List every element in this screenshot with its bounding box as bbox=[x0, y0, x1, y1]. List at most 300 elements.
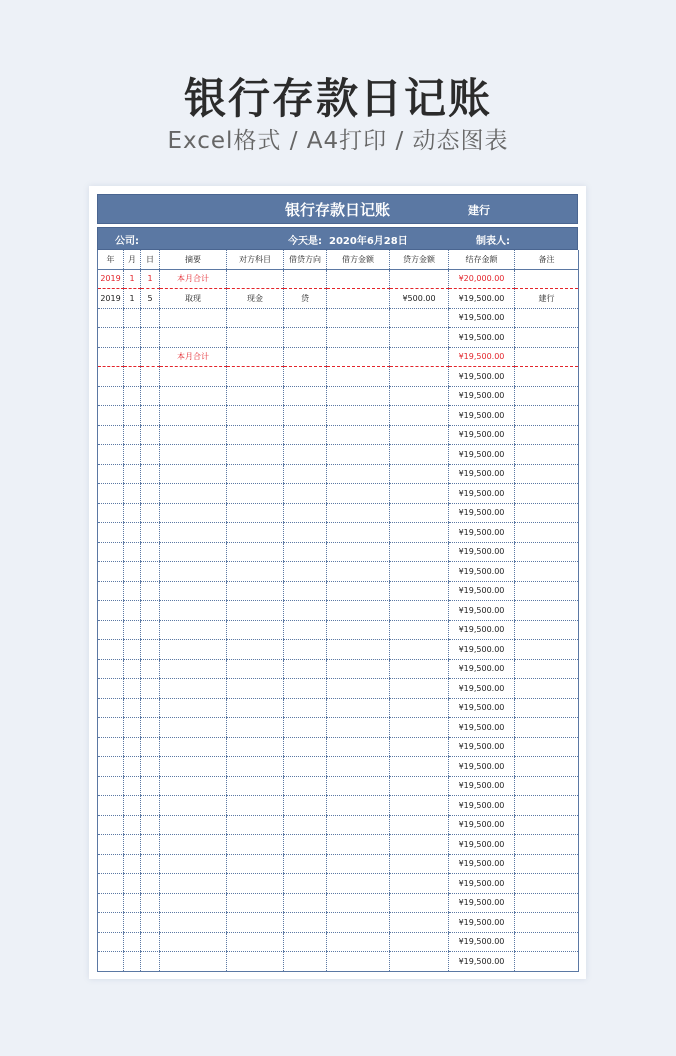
cell-summary[interactable] bbox=[160, 464, 227, 484]
cell-remark[interactable] bbox=[515, 932, 579, 952]
cell-summary[interactable]: 取现 bbox=[160, 289, 227, 309]
cell-year[interactable] bbox=[98, 503, 124, 523]
cell-remark[interactable] bbox=[515, 737, 579, 757]
cell-direction[interactable] bbox=[284, 386, 327, 406]
cell-day[interactable] bbox=[141, 386, 160, 406]
cell-day[interactable] bbox=[141, 659, 160, 679]
cell-year[interactable] bbox=[98, 484, 124, 504]
cell-credit[interactable] bbox=[390, 874, 449, 894]
cell-counter-account[interactable] bbox=[227, 581, 284, 601]
cell-counter-account[interactable] bbox=[227, 952, 284, 972]
cell-summary[interactable] bbox=[160, 367, 227, 387]
cell-remark[interactable] bbox=[515, 718, 579, 738]
cell-day[interactable] bbox=[141, 308, 160, 328]
cell-counter-account[interactable] bbox=[227, 503, 284, 523]
cell-counter-account[interactable] bbox=[227, 328, 284, 348]
cell-credit[interactable]: ¥500.00 bbox=[390, 289, 449, 309]
cell-month[interactable] bbox=[124, 523, 141, 543]
cell-year[interactable] bbox=[98, 347, 124, 367]
cell-summary[interactable] bbox=[160, 952, 227, 972]
cell-balance[interactable]: ¥19,500.00 bbox=[449, 874, 515, 894]
cell-month[interactable] bbox=[124, 679, 141, 699]
cell-remark[interactable] bbox=[515, 347, 579, 367]
cell-direction[interactable] bbox=[284, 854, 327, 874]
cell-summary[interactable] bbox=[160, 425, 227, 445]
cell-day[interactable] bbox=[141, 776, 160, 796]
cell-year[interactable] bbox=[98, 854, 124, 874]
cell-counter-account[interactable] bbox=[227, 854, 284, 874]
cell-counter-account[interactable] bbox=[227, 562, 284, 582]
cell-remark[interactable] bbox=[515, 874, 579, 894]
cell-month[interactable] bbox=[124, 757, 141, 777]
cell-day[interactable] bbox=[141, 542, 160, 562]
cell-month[interactable] bbox=[124, 347, 141, 367]
cell-direction[interactable] bbox=[284, 913, 327, 933]
cell-remark[interactable] bbox=[515, 484, 579, 504]
cell-day[interactable]: 5 bbox=[141, 289, 160, 309]
cell-debit[interactable] bbox=[327, 718, 390, 738]
cell-summary[interactable] bbox=[160, 854, 227, 874]
cell-credit[interactable] bbox=[390, 718, 449, 738]
cell-remark[interactable] bbox=[515, 523, 579, 543]
cell-direction[interactable] bbox=[284, 542, 327, 562]
cell-credit[interactable] bbox=[390, 737, 449, 757]
cell-year[interactable] bbox=[98, 367, 124, 387]
cell-direction[interactable] bbox=[284, 932, 327, 952]
table-row[interactable] bbox=[98, 835, 579, 855]
cell-remark[interactable] bbox=[515, 815, 579, 835]
cell-balance[interactable]: ¥19,500.00 bbox=[449, 893, 515, 913]
cell-counter-account[interactable] bbox=[227, 445, 284, 465]
cell-debit[interactable] bbox=[327, 835, 390, 855]
cell-month[interactable] bbox=[124, 640, 141, 660]
cell-summary[interactable] bbox=[160, 874, 227, 894]
cell-month[interactable] bbox=[124, 776, 141, 796]
cell-year[interactable] bbox=[98, 913, 124, 933]
cell-direction[interactable] bbox=[284, 562, 327, 582]
cell-direction[interactable] bbox=[284, 367, 327, 387]
cell-remark[interactable] bbox=[515, 601, 579, 621]
cell-debit[interactable] bbox=[327, 620, 390, 640]
table-row[interactable] bbox=[98, 952, 579, 972]
table-row[interactable] bbox=[98, 503, 579, 523]
cell-year[interactable] bbox=[98, 406, 124, 426]
cell-day[interactable] bbox=[141, 757, 160, 777]
cell-balance[interactable]: ¥19,500.00 bbox=[449, 503, 515, 523]
cell-credit[interactable] bbox=[390, 367, 449, 387]
cell-remark[interactable] bbox=[515, 640, 579, 660]
cell-direction[interactable] bbox=[284, 581, 327, 601]
cell-direction[interactable] bbox=[284, 328, 327, 348]
cell-remark[interactable] bbox=[515, 308, 579, 328]
cell-month[interactable] bbox=[124, 425, 141, 445]
cell-balance[interactable]: ¥19,500.00 bbox=[449, 289, 515, 309]
cell-summary[interactable] bbox=[160, 835, 227, 855]
cell-remark[interactable] bbox=[515, 679, 579, 699]
cell-balance[interactable]: ¥19,500.00 bbox=[449, 464, 515, 484]
table-row[interactable] bbox=[98, 269, 579, 289]
cell-summary[interactable] bbox=[160, 406, 227, 426]
cell-counter-account[interactable] bbox=[227, 737, 284, 757]
cell-direction[interactable] bbox=[284, 523, 327, 543]
cell-year[interactable] bbox=[98, 679, 124, 699]
table-row[interactable] bbox=[98, 347, 579, 367]
cell-balance[interactable]: ¥19,500.00 bbox=[449, 640, 515, 660]
cell-month[interactable] bbox=[124, 406, 141, 426]
cell-summary[interactable] bbox=[160, 932, 227, 952]
cell-debit[interactable] bbox=[327, 523, 390, 543]
table-row[interactable] bbox=[98, 913, 579, 933]
cell-direction[interactable] bbox=[284, 737, 327, 757]
cell-day[interactable] bbox=[141, 718, 160, 738]
table-row[interactable] bbox=[98, 562, 579, 582]
table-row[interactable] bbox=[98, 932, 579, 952]
cell-year[interactable] bbox=[98, 542, 124, 562]
cell-counter-account[interactable] bbox=[227, 640, 284, 660]
table-row[interactable] bbox=[98, 445, 579, 465]
cell-balance[interactable]: ¥19,500.00 bbox=[449, 815, 515, 835]
cell-summary[interactable] bbox=[160, 679, 227, 699]
cell-balance[interactable]: ¥19,500.00 bbox=[449, 562, 515, 582]
cell-counter-account[interactable] bbox=[227, 874, 284, 894]
cell-month[interactable] bbox=[124, 737, 141, 757]
table-row[interactable] bbox=[98, 328, 579, 348]
cell-summary[interactable] bbox=[160, 913, 227, 933]
cell-counter-account[interactable] bbox=[227, 523, 284, 543]
table-row[interactable] bbox=[98, 776, 579, 796]
cell-summary[interactable] bbox=[160, 698, 227, 718]
cell-month[interactable] bbox=[124, 659, 141, 679]
cell-month[interactable] bbox=[124, 815, 141, 835]
cell-month[interactable] bbox=[124, 796, 141, 816]
cell-direction[interactable] bbox=[284, 893, 327, 913]
cell-credit[interactable] bbox=[390, 386, 449, 406]
cell-summary[interactable] bbox=[160, 503, 227, 523]
cell-debit[interactable] bbox=[327, 776, 390, 796]
cell-year[interactable] bbox=[98, 640, 124, 660]
cell-month[interactable] bbox=[124, 835, 141, 855]
cell-day[interactable] bbox=[141, 601, 160, 621]
cell-debit[interactable] bbox=[327, 854, 390, 874]
cell-debit[interactable] bbox=[327, 932, 390, 952]
cell-day[interactable] bbox=[141, 503, 160, 523]
cell-counter-account[interactable] bbox=[227, 932, 284, 952]
cell-month[interactable] bbox=[124, 581, 141, 601]
cell-remark[interactable] bbox=[515, 425, 579, 445]
table-row[interactable] bbox=[98, 737, 579, 757]
cell-year[interactable] bbox=[98, 523, 124, 543]
cell-credit[interactable] bbox=[390, 932, 449, 952]
cell-balance[interactable]: ¥19,500.00 bbox=[449, 698, 515, 718]
cell-remark[interactable] bbox=[515, 367, 579, 387]
table-row[interactable] bbox=[98, 406, 579, 426]
cell-day[interactable] bbox=[141, 893, 160, 913]
cell-day[interactable] bbox=[141, 835, 160, 855]
cell-month[interactable] bbox=[124, 562, 141, 582]
cell-year[interactable] bbox=[98, 464, 124, 484]
cell-month[interactable] bbox=[124, 874, 141, 894]
cell-day[interactable] bbox=[141, 854, 160, 874]
cell-month[interactable] bbox=[124, 328, 141, 348]
cell-day[interactable] bbox=[141, 328, 160, 348]
table-row[interactable] bbox=[98, 386, 579, 406]
table-row[interactable] bbox=[98, 679, 579, 699]
table-row[interactable] bbox=[98, 542, 579, 562]
cell-day[interactable] bbox=[141, 523, 160, 543]
cell-credit[interactable] bbox=[390, 776, 449, 796]
cell-debit[interactable] bbox=[327, 386, 390, 406]
cell-summary[interactable] bbox=[160, 445, 227, 465]
cell-debit[interactable] bbox=[327, 542, 390, 562]
cell-debit[interactable] bbox=[327, 562, 390, 582]
cell-year[interactable] bbox=[98, 328, 124, 348]
cell-remark[interactable] bbox=[515, 386, 579, 406]
cell-day[interactable] bbox=[141, 796, 160, 816]
cell-year[interactable]: 2019 bbox=[98, 269, 124, 289]
cell-month[interactable] bbox=[124, 386, 141, 406]
cell-balance[interactable]: ¥19,500.00 bbox=[449, 581, 515, 601]
cell-summary[interactable] bbox=[160, 757, 227, 777]
cell-credit[interactable] bbox=[390, 347, 449, 367]
cell-balance[interactable]: ¥19,500.00 bbox=[449, 328, 515, 348]
cell-credit[interactable] bbox=[390, 835, 449, 855]
cell-counter-account[interactable] bbox=[227, 269, 284, 289]
cell-day[interactable] bbox=[141, 620, 160, 640]
cell-counter-account[interactable] bbox=[227, 484, 284, 504]
cell-summary[interactable] bbox=[160, 308, 227, 328]
cell-year[interactable] bbox=[98, 737, 124, 757]
cell-day[interactable] bbox=[141, 815, 160, 835]
cell-remark[interactable] bbox=[515, 757, 579, 777]
cell-summary[interactable]: 本月合计 bbox=[160, 269, 227, 289]
cell-credit[interactable] bbox=[390, 815, 449, 835]
cell-summary[interactable] bbox=[160, 640, 227, 660]
cell-credit[interactable] bbox=[390, 698, 449, 718]
cell-counter-account[interactable] bbox=[227, 776, 284, 796]
cell-summary[interactable] bbox=[160, 542, 227, 562]
cell-counter-account[interactable] bbox=[227, 796, 284, 816]
cell-summary[interactable] bbox=[160, 815, 227, 835]
cell-day[interactable] bbox=[141, 932, 160, 952]
cell-summary[interactable] bbox=[160, 659, 227, 679]
cell-counter-account[interactable] bbox=[227, 406, 284, 426]
cell-counter-account[interactable] bbox=[227, 913, 284, 933]
cell-summary[interactable] bbox=[160, 718, 227, 738]
cell-direction[interactable] bbox=[284, 269, 327, 289]
cell-debit[interactable] bbox=[327, 328, 390, 348]
cell-year[interactable] bbox=[98, 562, 124, 582]
cell-year[interactable] bbox=[98, 893, 124, 913]
cell-year[interactable] bbox=[98, 601, 124, 621]
table-row[interactable] bbox=[98, 464, 579, 484]
cell-remark[interactable] bbox=[515, 854, 579, 874]
cell-remark[interactable] bbox=[515, 562, 579, 582]
cell-credit[interactable] bbox=[390, 757, 449, 777]
cell-year[interactable] bbox=[98, 932, 124, 952]
cell-credit[interactable] bbox=[390, 484, 449, 504]
cell-direction[interactable] bbox=[284, 815, 327, 835]
cell-balance[interactable]: ¥19,500.00 bbox=[449, 757, 515, 777]
cell-day[interactable]: 1 bbox=[141, 269, 160, 289]
cell-debit[interactable] bbox=[327, 796, 390, 816]
cell-credit[interactable] bbox=[390, 308, 449, 328]
cell-year[interactable] bbox=[98, 815, 124, 835]
cell-remark[interactable] bbox=[515, 659, 579, 679]
cell-debit[interactable] bbox=[327, 445, 390, 465]
cell-counter-account[interactable] bbox=[227, 367, 284, 387]
cell-direction[interactable] bbox=[284, 835, 327, 855]
cell-debit[interactable] bbox=[327, 815, 390, 835]
cell-month[interactable] bbox=[124, 445, 141, 465]
cell-credit[interactable] bbox=[390, 952, 449, 972]
cell-counter-account[interactable] bbox=[227, 542, 284, 562]
cell-balance[interactable]: ¥19,500.00 bbox=[449, 523, 515, 543]
cell-credit[interactable] bbox=[390, 464, 449, 484]
cell-remark[interactable] bbox=[515, 406, 579, 426]
table-row[interactable] bbox=[98, 718, 579, 738]
cell-balance[interactable]: ¥19,500.00 bbox=[449, 796, 515, 816]
cell-summary[interactable] bbox=[160, 523, 227, 543]
cell-credit[interactable] bbox=[390, 523, 449, 543]
cell-day[interactable] bbox=[141, 562, 160, 582]
cell-credit[interactable] bbox=[390, 601, 449, 621]
cell-credit[interactable] bbox=[390, 620, 449, 640]
cell-balance[interactable]: ¥19,500.00 bbox=[449, 952, 515, 972]
cell-day[interactable] bbox=[141, 367, 160, 387]
cell-direction[interactable] bbox=[284, 659, 327, 679]
cell-year[interactable] bbox=[98, 776, 124, 796]
cell-remark[interactable] bbox=[515, 328, 579, 348]
table-row[interactable] bbox=[98, 289, 579, 309]
cell-counter-account[interactable] bbox=[227, 835, 284, 855]
cell-direction[interactable] bbox=[284, 952, 327, 972]
table-row[interactable] bbox=[98, 620, 579, 640]
cell-balance[interactable]: ¥19,500.00 bbox=[449, 601, 515, 621]
cell-direction[interactable] bbox=[284, 601, 327, 621]
cell-credit[interactable] bbox=[390, 406, 449, 426]
cell-summary[interactable]: 本月合计 bbox=[160, 347, 227, 367]
cell-debit[interactable] bbox=[327, 425, 390, 445]
cell-summary[interactable] bbox=[160, 562, 227, 582]
cell-credit[interactable] bbox=[390, 659, 449, 679]
cell-summary[interactable] bbox=[160, 484, 227, 504]
cell-counter-account[interactable] bbox=[227, 698, 284, 718]
table-row[interactable] bbox=[98, 893, 579, 913]
cell-debit[interactable] bbox=[327, 874, 390, 894]
cell-direction[interactable] bbox=[284, 445, 327, 465]
cell-direction[interactable] bbox=[284, 757, 327, 777]
cell-remark[interactable] bbox=[515, 796, 579, 816]
cell-credit[interactable] bbox=[390, 913, 449, 933]
cell-remark[interactable] bbox=[515, 698, 579, 718]
cell-direction[interactable] bbox=[284, 718, 327, 738]
cell-direction[interactable] bbox=[284, 698, 327, 718]
cell-direction[interactable] bbox=[284, 776, 327, 796]
cell-balance[interactable]: ¥19,500.00 bbox=[449, 386, 515, 406]
cell-month[interactable] bbox=[124, 367, 141, 387]
cell-remark[interactable] bbox=[515, 503, 579, 523]
cell-day[interactable] bbox=[141, 347, 160, 367]
cell-debit[interactable] bbox=[327, 601, 390, 621]
cell-day[interactable] bbox=[141, 464, 160, 484]
cell-summary[interactable] bbox=[160, 796, 227, 816]
cell-direction[interactable] bbox=[284, 796, 327, 816]
cell-balance[interactable]: ¥19,500.00 bbox=[449, 308, 515, 328]
cell-year[interactable]: 2019 bbox=[98, 289, 124, 309]
cell-credit[interactable] bbox=[390, 581, 449, 601]
cell-debit[interactable] bbox=[327, 367, 390, 387]
cell-balance[interactable]: ¥19,500.00 bbox=[449, 445, 515, 465]
cell-counter-account[interactable] bbox=[227, 464, 284, 484]
cell-debit[interactable] bbox=[327, 757, 390, 777]
cell-debit[interactable] bbox=[327, 737, 390, 757]
cell-credit[interactable] bbox=[390, 503, 449, 523]
cell-year[interactable] bbox=[98, 386, 124, 406]
cell-balance[interactable]: ¥19,500.00 bbox=[449, 854, 515, 874]
cell-debit[interactable] bbox=[327, 269, 390, 289]
cell-remark[interactable] bbox=[515, 464, 579, 484]
cell-balance[interactable]: ¥19,500.00 bbox=[449, 776, 515, 796]
table-row[interactable] bbox=[98, 874, 579, 894]
cell-year[interactable] bbox=[98, 698, 124, 718]
cell-summary[interactable] bbox=[160, 601, 227, 621]
table-row[interactable] bbox=[98, 815, 579, 835]
cell-debit[interactable] bbox=[327, 308, 390, 328]
cell-debit[interactable] bbox=[327, 581, 390, 601]
cell-year[interactable] bbox=[98, 659, 124, 679]
cell-remark[interactable] bbox=[515, 620, 579, 640]
cell-balance[interactable]: ¥19,500.00 bbox=[449, 932, 515, 952]
cell-balance[interactable]: ¥19,500.00 bbox=[449, 913, 515, 933]
cell-direction[interactable] bbox=[284, 406, 327, 426]
cell-credit[interactable] bbox=[390, 425, 449, 445]
cell-debit[interactable] bbox=[327, 698, 390, 718]
cell-summary[interactable] bbox=[160, 737, 227, 757]
cell-balance[interactable]: ¥19,500.00 bbox=[449, 737, 515, 757]
cell-debit[interactable] bbox=[327, 640, 390, 660]
cell-credit[interactable] bbox=[390, 445, 449, 465]
cell-year[interactable] bbox=[98, 757, 124, 777]
cell-balance[interactable]: ¥19,500.00 bbox=[449, 347, 515, 367]
cell-counter-account[interactable] bbox=[227, 815, 284, 835]
cell-remark[interactable] bbox=[515, 581, 579, 601]
cell-credit[interactable] bbox=[390, 562, 449, 582]
cell-month[interactable] bbox=[124, 913, 141, 933]
cell-balance[interactable]: ¥19,500.00 bbox=[449, 679, 515, 699]
cell-counter-account[interactable] bbox=[227, 425, 284, 445]
table-row[interactable] bbox=[98, 698, 579, 718]
cell-counter-account[interactable]: 现金 bbox=[227, 289, 284, 309]
cell-debit[interactable] bbox=[327, 347, 390, 367]
cell-remark[interactable] bbox=[515, 269, 579, 289]
cell-summary[interactable] bbox=[160, 386, 227, 406]
cell-balance[interactable]: ¥19,500.00 bbox=[449, 718, 515, 738]
table-row[interactable] bbox=[98, 484, 579, 504]
cell-credit[interactable] bbox=[390, 269, 449, 289]
cell-debit[interactable] bbox=[327, 659, 390, 679]
table-row[interactable] bbox=[98, 425, 579, 445]
cell-remark[interactable] bbox=[515, 445, 579, 465]
cell-day[interactable] bbox=[141, 952, 160, 972]
cell-month[interactable] bbox=[124, 503, 141, 523]
cell-month[interactable] bbox=[124, 484, 141, 504]
cell-month[interactable] bbox=[124, 620, 141, 640]
cell-day[interactable] bbox=[141, 679, 160, 699]
cell-counter-account[interactable] bbox=[227, 757, 284, 777]
cell-balance[interactable]: ¥19,500.00 bbox=[449, 367, 515, 387]
cell-remark[interactable] bbox=[515, 835, 579, 855]
cell-debit[interactable] bbox=[327, 679, 390, 699]
